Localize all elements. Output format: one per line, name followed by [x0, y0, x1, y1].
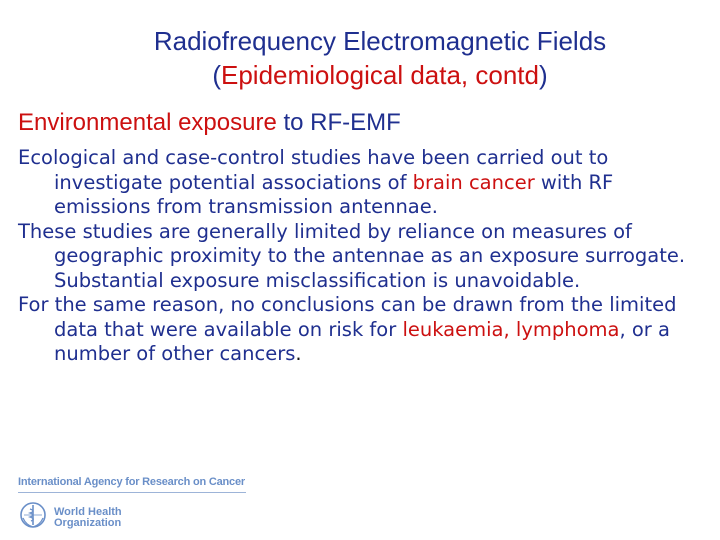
who-text — [54, 507, 122, 529]
paragraph-1-text-a: Ecological and case-control studies have been carried out to investigate potential associations of — [18, 146, 609, 194]
section-heading-rest: to RF-EMF — [276, 109, 401, 136]
title-paren-close: ) — [538, 60, 548, 90]
term-brain-cancer: brain cancer — [412, 170, 535, 194]
term-separator: , — [503, 317, 516, 341]
paragraph-3-text-b: , or a number of other cancers — [54, 317, 670, 365]
title-line-2 — [40, 58, 720, 92]
section-heading-highlight: Environmental exposure — [18, 109, 277, 136]
slide-title — [40, 24, 720, 92]
who-text-line-1: World Health — [54, 505, 122, 518]
paragraph-2: These studies are generally limited by reliance on measures of geographic proximity to the antennae as an exposure surrogate. Substantial exposure misclassification is unavoidable. — [18, 219, 686, 292]
paragraph-3-period: . — [295, 342, 302, 365]
who-logo — [18, 500, 258, 535]
title-line-1: Radiofrequency Electromagnetic Fields — [153, 26, 607, 56]
title-paren-open: ( — [212, 60, 221, 90]
paragraph-3 — [18, 293, 708, 367]
term-lymphoma: lymphoma — [515, 317, 620, 341]
body-text — [18, 146, 708, 367]
paragraph-3-text-a: For the same reason, no conclusions can be drawn from the limited data that were available on risk for — [18, 293, 677, 341]
title-highlight: Epidemiological data, contd — [221, 60, 539, 90]
iarc-logo-text: International Agency for Research on Cancer — [18, 476, 245, 488]
who-emblem-icon — [18, 500, 48, 535]
paragraph-1-text-b: with RF emissions from transmission antennae. — [54, 170, 614, 218]
paragraph-1 — [18, 146, 708, 220]
who-text-line-2: Organization — [54, 516, 122, 529]
footer-divider — [18, 492, 246, 493]
term-leukaemia: leukaemia — [402, 317, 504, 341]
footer-logos — [18, 476, 258, 535]
section-heading — [18, 108, 401, 138]
